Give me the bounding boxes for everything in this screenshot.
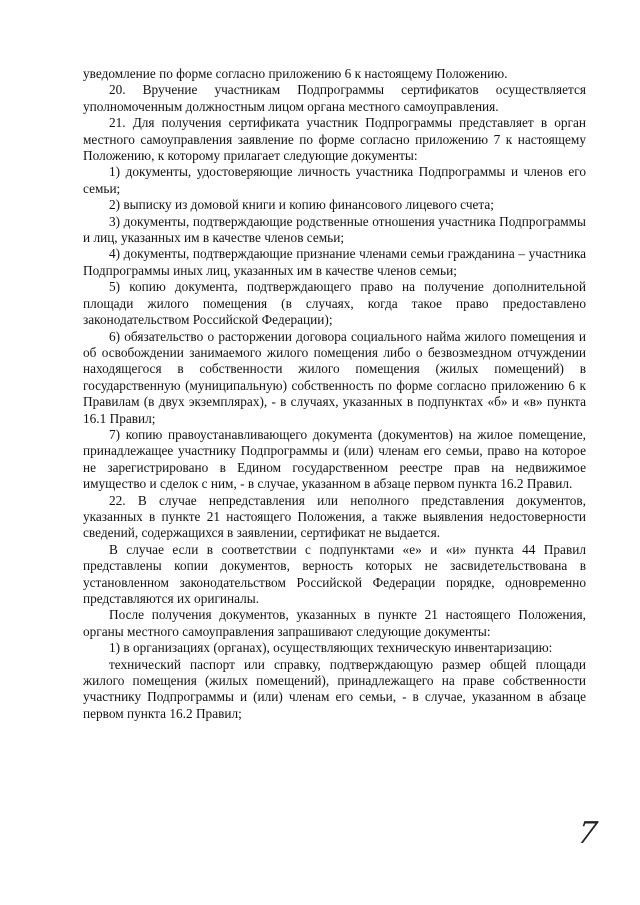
paragraph: уведомление по форме согласно приложению 6 к настоящему Положению. bbox=[83, 66, 508, 81]
list-item: 2) выписку из домовой книги и копию финансового лицевого счета; bbox=[109, 197, 494, 213]
paragraph: 20. Вручение участникам Подпрограммы сертификатов осуществляется уполномоченным должностным лицом органа местного самоуправления. bbox=[83, 82, 586, 114]
paragraph: В случае если в соответствии с подпунктами «е» и «и» пункта 44 Правил представлены копии документов, верность которых не засвидетельствована в установленном законодательством Российской Федерации порядке, одновременно представляются их оригиналы. bbox=[83, 541, 586, 606]
list-item: 1) в организациях (органах), осуществляющих техническую инвентаризацию: bbox=[109, 640, 553, 656]
list-item: 7) копию правоустанавливающего документа (документов) на жилое помещение, принадлежащее участнику Подпрограммы и (или) членам его семьи, право на которое не зарегистрировано в Едином государственном реестре прав на недвижимое имущество и сделок с ним, - в случае, указанном в абзаце первом пункта 16.2 Правил. bbox=[83, 426, 586, 492]
list-item: 5) копию документа, подтверждающего право на получение дополнительной площади жилого помещения (в случаях, когда такое право предоставлено законодательством Российской Федерации); bbox=[83, 279, 586, 328]
list-item: 4) документы, подтверждающие признание членами семьи гражданина – участника Подпрограммы иных лиц, указанных им в качестве членов семьи; bbox=[83, 246, 586, 278]
paragraph: 21. Для получения сертификата участник Подпрограммы представляет в орган местного самоуправления заявление по форме согласно приложению 7 к настоящему Положению, к которому прилагает следующие документы: bbox=[83, 115, 586, 164]
page-number: 7 bbox=[575, 816, 600, 851]
paragraph: технический паспорт или справку, подтверждающую размер общей площади жилого помещения (жилых помещений), принадлежащего на праве собственности участнику Подпрограммы и (или) членам его семьи, - в случае, указанном в абзаце первом пункта 16.2 Правил; bbox=[83, 656, 586, 721]
paragraph: 22. В случае непредставления или неполного представления документов, указанных в пункте 21 настоящего Положения, а также выявления недостоверности сведений, содержащихся в заявлении, сертификат не выдается. bbox=[83, 492, 586, 541]
document-body bbox=[83, 66, 586, 722]
list-item: 1) документы, удостоверяющие личность участника Подпрограммы и членов его семьи; bbox=[83, 164, 586, 196]
list-item: 3) документы, подтверждающие родственные отношения участника Подпрограммы и лиц, указанных им в качестве членов семьи; bbox=[83, 213, 586, 246]
paragraph: После получения документов, указанных в пункте 21 настоящего Положения, органы местного самоуправления запрашивают следующие документы: bbox=[83, 607, 586, 639]
list-item: 6) обязательство о расторжении договора социального найма жилого помещения и об освобождении занимаемого жилого помещения либо о безвозмездном отчуждении находящегося в собственности жилого помещения (жилых помещений) в государственную (муниципальную) собственность по форме согласно приложению 6 к Правилам (в двух экземплярах), - в случаях, указанных в подпунктах «б» и «в» пункта 16.1 Правил; bbox=[83, 328, 586, 426]
